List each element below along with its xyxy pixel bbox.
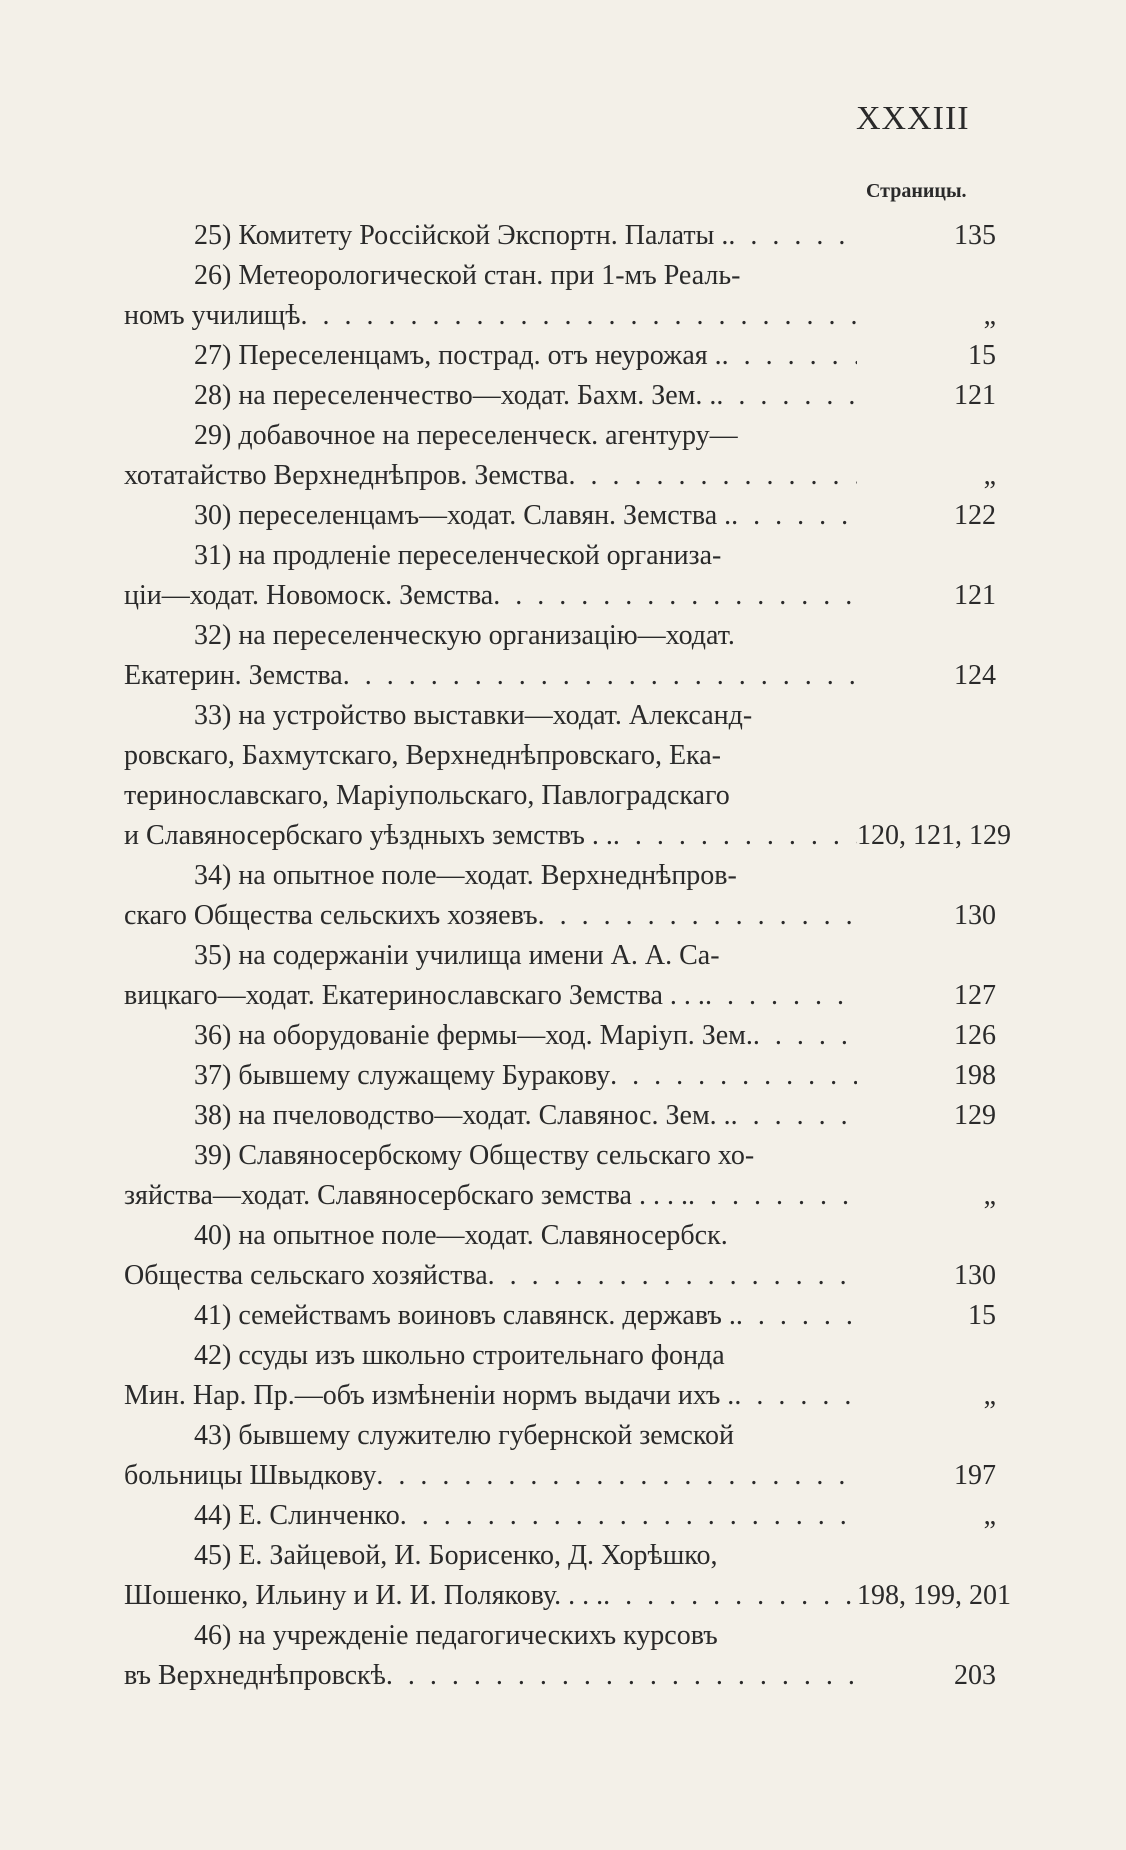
index-entry xyxy=(124,1216,1004,1296)
entry-text: ціи—ходат. Новомоск. Земства xyxy=(124,580,494,611)
index-entry-line xyxy=(124,1056,1004,1096)
entry-text: теринославскаго, Маріупольскаго, Павлоградскаго xyxy=(124,780,730,811)
dot-leader xyxy=(386,1656,857,1696)
entry-text: 33) на устройство выставки—ходат. Александ- xyxy=(194,700,753,731)
entry-text: 30) переселенцамъ—ходат. Славян. Земства . xyxy=(194,500,732,531)
index-entry-line xyxy=(124,936,1004,976)
page-reference: „ xyxy=(983,1500,996,1531)
index-entry-line xyxy=(124,376,1004,416)
index-entry-line xyxy=(124,616,1004,656)
page-reference: 203 xyxy=(954,1660,996,1691)
index-entry-line xyxy=(124,1016,1004,1056)
index-entry-line xyxy=(124,1376,1004,1416)
page-reference: 121 xyxy=(954,580,996,611)
page-reference: „ xyxy=(983,1380,996,1411)
index-entry xyxy=(124,1496,1004,1536)
index-entry-line xyxy=(124,1616,1004,1656)
dot-leader xyxy=(705,976,857,1016)
index-entry-line xyxy=(124,496,1004,536)
dot-leader xyxy=(400,1496,857,1536)
index-entry-line xyxy=(124,1416,1004,1456)
index-entry-line xyxy=(124,1656,1004,1696)
page-reference: 15 xyxy=(968,1300,996,1331)
page-reference: 15 xyxy=(968,340,996,371)
index-entry-list xyxy=(124,216,1011,1696)
index-entry-line xyxy=(124,256,1004,296)
dot-leader xyxy=(716,376,857,416)
entry-text: 35) на содержаніи училища имени А. А. Са- xyxy=(194,940,720,971)
index-entry-line xyxy=(124,1536,1004,1576)
entry-text: 34) на опытное поле—ходат. Верхнеднѣпров- xyxy=(194,860,737,891)
entry-text: вицкаго—ходат. Екатеринославскаго Земства . . . xyxy=(124,980,705,1011)
index-entry-line xyxy=(124,1496,1004,1536)
dot-leader xyxy=(613,816,857,856)
page-number: XXXIII xyxy=(856,100,970,137)
index-entry-line xyxy=(124,1096,1004,1136)
index-entry-line xyxy=(124,1576,1011,1616)
dot-leader xyxy=(736,1296,857,1336)
index-entry xyxy=(124,496,1004,536)
page-reference: 130 xyxy=(954,900,996,931)
entry-text: 42) ссуды изъ школьно строительнаго фонда xyxy=(194,1340,725,1371)
index-entry xyxy=(124,1416,1004,1496)
dot-leader xyxy=(488,1256,857,1296)
index-entry xyxy=(124,1016,1004,1056)
dot-leader xyxy=(493,576,857,616)
entry-text: 32) на переселенческую организацію—ходат. xyxy=(194,620,735,651)
index-entry-line xyxy=(124,1176,1004,1216)
entry-text: ровскаго, Бахмутскаго, Верхнеднѣпровскаго, Ека- xyxy=(124,740,721,771)
index-entry-line xyxy=(124,696,1004,736)
index-entry-line xyxy=(124,1336,1004,1376)
entry-text: 29) добавочное на переселенческ. агентуру— xyxy=(194,420,738,451)
dot-leader xyxy=(568,456,857,496)
dot-leader xyxy=(731,1096,857,1136)
entry-text: 28) на переселенчество—ходат. Бахм. Зем. . xyxy=(194,380,717,411)
entry-text: 43) бывшему служителю губернской земской xyxy=(194,1420,735,1451)
page-reference: „ xyxy=(983,460,996,491)
entry-text: 36) на оборудованіе фермы—ход. Маріуп. Зем. xyxy=(194,1020,753,1051)
index-entry-line xyxy=(124,736,1004,776)
entry-text: 39) Славяносербскому Обществу сельскаго хо- xyxy=(194,1140,755,1171)
index-entry-line xyxy=(124,576,1004,616)
index-entry-line xyxy=(124,1456,1004,1496)
dot-leader xyxy=(688,1176,857,1216)
entry-text: 37) бывшему служащему Буракову xyxy=(194,1060,611,1091)
entry-text: больницы Швыдкову xyxy=(124,1460,377,1491)
entry-text: Общества сельскаго хозяйства xyxy=(124,1260,488,1291)
entry-text: и Славяносербскаго уѣздныхъ земствъ . . xyxy=(124,820,613,851)
entry-text: 27) Переселенцамъ, пострад. отъ неурожая . xyxy=(194,340,722,371)
index-entry xyxy=(124,1056,1004,1096)
dot-leader xyxy=(722,336,857,376)
page-reference: 127 xyxy=(954,980,996,1011)
index-entry-line xyxy=(124,816,1011,856)
dot-leader xyxy=(728,216,857,256)
entry-text: 41) семействамъ воиновъ славянск. державъ . xyxy=(194,1300,736,1331)
index-entry-line xyxy=(124,1296,1004,1336)
index-entry xyxy=(124,1536,1011,1616)
entry-text: 38) на пчеловодство—ходат. Славянос. Зем. . xyxy=(194,1100,731,1131)
entry-text: 40) на опытное поле—ходат. Славяносербск. xyxy=(194,1220,728,1251)
dot-leader xyxy=(603,1576,857,1616)
page-reference: 198, 199, 201 xyxy=(857,1580,1011,1611)
index-entry-line xyxy=(124,536,1004,576)
entry-text: 45) Е. Зайцевой, И. Борисенко, Д. Хорѣшко, xyxy=(194,1540,718,1571)
index-entry xyxy=(124,336,1004,376)
index-entry-line xyxy=(124,416,1004,456)
page-reference: 129 xyxy=(954,1100,996,1131)
entry-text: зяйства—ходат. Славяносербскаго земства . . . . xyxy=(124,1180,688,1211)
dot-leader xyxy=(343,656,857,696)
entry-text: Шошенко, Ильину и И. И. Полякову. . . . xyxy=(124,1580,604,1611)
index-entry-line xyxy=(124,896,1004,936)
index-entry-line xyxy=(124,216,1004,256)
index-entry xyxy=(124,696,1011,856)
entry-text: Мин. Нар. Пр.—объ измѣненіи нормъ выдачи ихъ . xyxy=(124,1380,735,1411)
index-entry-line xyxy=(124,296,1004,336)
entry-text: скаго Общества сельскихъ хозяевъ xyxy=(124,900,538,931)
pages-column-header: Страницы. xyxy=(866,180,967,202)
entry-text: Екатерин. Земства xyxy=(124,660,343,691)
index-entry-line xyxy=(124,1136,1004,1176)
index-entry xyxy=(124,1096,1004,1136)
page-reference: 130 xyxy=(954,1260,996,1291)
dot-leader xyxy=(753,1016,857,1056)
page-reference: 198 xyxy=(954,1060,996,1091)
index-entry-line xyxy=(124,1256,1004,1296)
entry-text: 26) Метеорологической стан. при 1-мъ Реаль- xyxy=(194,260,741,291)
page-reference: 126 xyxy=(954,1020,996,1051)
page-reference: „ xyxy=(983,1180,996,1211)
entry-text: 44) Е. Слинченко xyxy=(194,1500,400,1531)
page-reference: 124 xyxy=(954,660,996,691)
dot-leader xyxy=(538,896,857,936)
index-entry xyxy=(124,1136,1004,1216)
index-entry xyxy=(124,376,1004,416)
index-entry-line xyxy=(124,336,1004,376)
index-entry xyxy=(124,856,1004,936)
dot-leader xyxy=(376,1456,857,1496)
entry-text: 31) на продленіе переселенческой организа- xyxy=(194,540,722,571)
page-reference: 122 xyxy=(954,500,996,531)
page-reference: 120, 121, 129 xyxy=(857,820,1011,851)
entry-text: въ Верхнеднѣпровскѣ xyxy=(124,1660,386,1691)
index-entry xyxy=(124,256,1004,336)
index-entry-line xyxy=(124,976,1004,1016)
index-entry-line xyxy=(124,1216,1004,1256)
index-entry xyxy=(124,936,1004,1016)
entry-text: 46) на учрежденіе педагогическихъ курсовъ xyxy=(194,1620,718,1651)
dot-leader xyxy=(734,1376,857,1416)
dot-leader xyxy=(610,1056,857,1096)
index-entry xyxy=(124,1336,1004,1416)
page-reference: 197 xyxy=(954,1460,996,1491)
index-entry-line xyxy=(124,776,1004,816)
entry-text: номъ училищѣ xyxy=(124,300,301,331)
index-entry-line xyxy=(124,456,1004,496)
entry-text: 25) Комитету Россійской Экспортн. Палаты . xyxy=(194,220,729,251)
page-reference: 121 xyxy=(954,380,996,411)
page-reference: „ xyxy=(983,300,996,331)
index-entry xyxy=(124,416,1004,496)
index-entry xyxy=(124,216,1004,256)
page-reference: 135 xyxy=(954,220,996,251)
index-entry xyxy=(124,1616,1004,1696)
entry-text: хотатайство Верхнеднѣпров. Земства xyxy=(124,460,569,491)
index-entry xyxy=(124,536,1004,616)
index-entry-line xyxy=(124,856,1004,896)
index-entry xyxy=(124,616,1004,696)
dot-leader xyxy=(300,296,857,336)
dot-leader xyxy=(731,496,857,536)
index-entry-line xyxy=(124,656,1004,696)
index-entry xyxy=(124,1296,1004,1336)
